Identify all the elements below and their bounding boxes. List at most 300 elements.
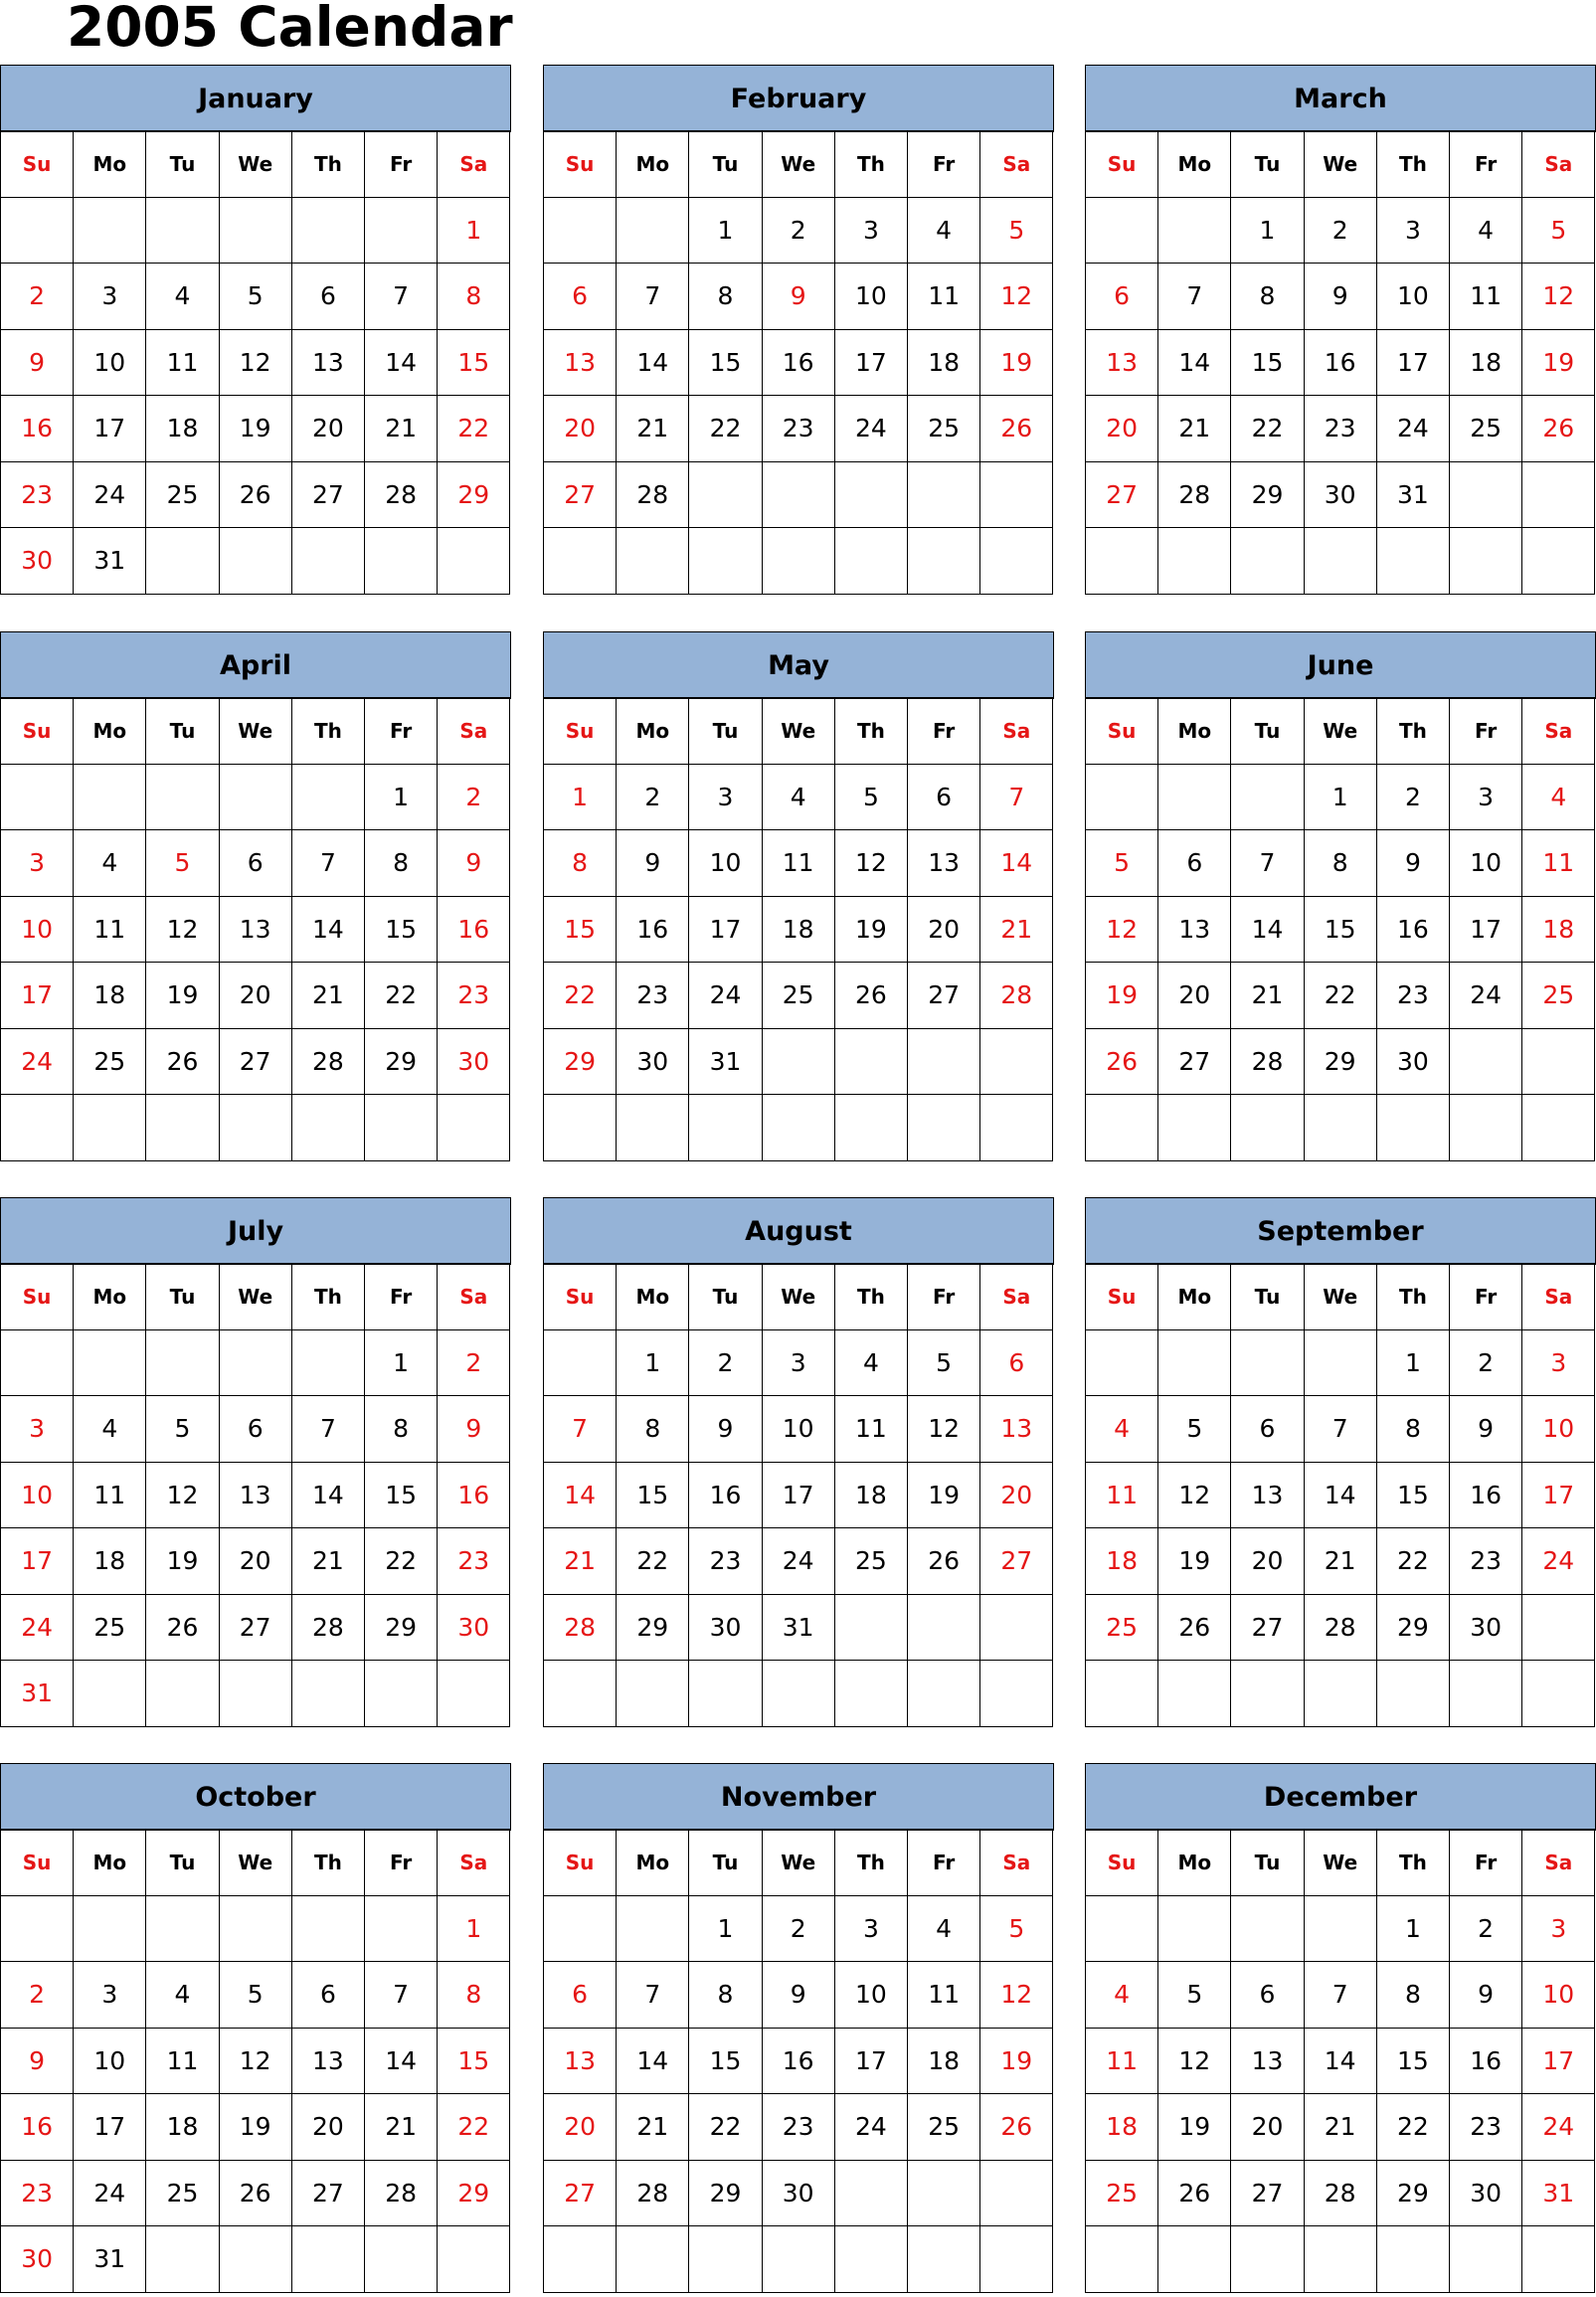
day-cell: 16 [0, 2093, 74, 2161]
empty-day-cell [979, 2160, 1053, 2227]
day-cell: 29 [437, 2160, 510, 2227]
day-cell: 11 [145, 329, 219, 397]
day-cell: 18 [73, 962, 146, 1029]
day-cell: 5 [979, 1895, 1053, 1963]
weekday-label-fr: Fr [1449, 130, 1522, 198]
weekday-label-mo: Mo [1157, 697, 1231, 765]
day-cell: 8 [437, 1961, 510, 2029]
day-cell: 9 [616, 829, 689, 897]
day-cell: 4 [73, 1395, 146, 1463]
day-cell: 23 [1304, 395, 1377, 462]
day-cell: 18 [145, 2093, 219, 2161]
page-title: 2005 Calendar [67, 0, 513, 59]
empty-day-cell [1449, 1094, 1522, 1161]
weekday-label-fr: Fr [364, 1829, 438, 1896]
empty-day-cell [1157, 197, 1231, 265]
day-cell: 23 [0, 461, 74, 529]
day-cell: 5 [1085, 829, 1158, 897]
empty-day-cell [73, 1094, 146, 1161]
day-cell: 22 [364, 962, 438, 1029]
empty-day-cell [616, 1094, 689, 1161]
empty-day-cell [219, 1660, 292, 1727]
empty-day-cell [907, 461, 980, 529]
day-cell: 5 [1157, 1961, 1231, 2029]
weekday-label-su: Su [543, 1263, 617, 1330]
day-cell: 14 [364, 329, 438, 397]
day-cell: 20 [291, 2093, 365, 2161]
empty-day-cell [543, 527, 617, 595]
day-cell: 5 [219, 1961, 292, 2029]
empty-day-cell [1449, 1660, 1522, 1727]
day-cell: 8 [688, 263, 762, 330]
weekday-label-fr: Fr [1449, 697, 1522, 765]
empty-day-cell [907, 527, 980, 595]
empty-day-cell [762, 527, 835, 595]
day-cell: 1 [364, 1329, 438, 1397]
weekday-label-th: Th [291, 1263, 365, 1330]
day-cell: 31 [73, 2225, 146, 2293]
empty-day-cell [291, 764, 365, 831]
day-cell: 13 [291, 2028, 365, 2095]
empty-day-cell [1521, 1094, 1595, 1161]
weekday-label-sa: Sa [1521, 1829, 1595, 1896]
day-cell: 19 [979, 329, 1053, 397]
day-cell: 3 [762, 1329, 835, 1397]
empty-day-cell [0, 1895, 74, 1963]
day-cell: 20 [219, 962, 292, 1029]
weekday-label-mo: Mo [1157, 1829, 1231, 1896]
day-cell: 23 [1376, 962, 1450, 1029]
day-cell: 19 [1521, 329, 1595, 397]
weekday-label-fr: Fr [907, 697, 980, 765]
weekday-label-sa: Sa [979, 1263, 1053, 1330]
day-cell: 1 [688, 197, 762, 265]
day-cell: 19 [979, 2028, 1053, 2095]
day-cell: 8 [616, 1395, 689, 1463]
day-cell: 7 [364, 263, 438, 330]
weekday-label-tu: Tu [1230, 697, 1304, 765]
weekday-label-th: Th [1376, 1263, 1450, 1330]
day-cell: 7 [616, 263, 689, 330]
day-cell: 12 [219, 2028, 292, 2095]
empty-day-cell [219, 1094, 292, 1161]
day-cell: 18 [1085, 2093, 1158, 2161]
empty-day-cell [364, 197, 438, 265]
day-cell: 22 [364, 1527, 438, 1595]
day-cell: 25 [907, 2093, 980, 2161]
empty-day-cell [145, 1094, 219, 1161]
empty-day-cell [73, 764, 146, 831]
weekday-label-tu: Tu [1230, 1263, 1304, 1330]
day-cell: 6 [543, 1961, 617, 2029]
day-cell: 22 [437, 2093, 510, 2161]
day-cell: 12 [1157, 2028, 1231, 2095]
day-cell: 26 [219, 461, 292, 529]
weekday-label-mo: Mo [73, 1263, 146, 1330]
day-cell: 17 [1449, 896, 1522, 964]
day-cell: 2 [616, 764, 689, 831]
weekday-label-we: We [1304, 1263, 1377, 1330]
empty-day-cell [907, 2225, 980, 2293]
day-cell: 15 [1230, 329, 1304, 397]
empty-day-cell [834, 461, 908, 529]
day-cell: 26 [1085, 1028, 1158, 1096]
day-cell: 25 [145, 2160, 219, 2227]
empty-day-cell [0, 1329, 74, 1397]
day-cell: 27 [543, 2160, 617, 2227]
day-cell: 2 [688, 1329, 762, 1397]
day-cell: 22 [616, 1527, 689, 1595]
day-cell: 3 [1521, 1895, 1595, 1963]
empty-day-cell [907, 2160, 980, 2227]
day-cell: 15 [543, 896, 617, 964]
day-cell: 18 [145, 395, 219, 462]
day-cell: 18 [1449, 329, 1522, 397]
empty-day-cell [979, 1594, 1053, 1662]
day-cell: 18 [907, 2028, 980, 2095]
day-cell: 3 [1521, 1329, 1595, 1397]
day-cell: 24 [1521, 1527, 1595, 1595]
empty-day-cell [1085, 1895, 1158, 1963]
day-cell: 29 [1376, 1594, 1450, 1662]
day-cell: 28 [616, 461, 689, 529]
day-cell: 1 [1376, 1895, 1450, 1963]
day-cell: 4 [907, 1895, 980, 1963]
weekday-label-we: We [762, 697, 835, 765]
empty-day-cell [1449, 527, 1522, 595]
empty-day-cell [979, 1660, 1053, 1727]
day-cell: 4 [762, 764, 835, 831]
day-cell: 16 [437, 1462, 510, 1529]
day-cell: 26 [907, 1527, 980, 1595]
empty-day-cell [291, 2225, 365, 2293]
day-cell: 22 [1230, 395, 1304, 462]
day-cell: 4 [907, 197, 980, 265]
day-cell: 15 [437, 2028, 510, 2095]
day-cell: 2 [437, 764, 510, 831]
day-cell: 12 [979, 1961, 1053, 2029]
day-cell: 16 [762, 2028, 835, 2095]
day-cell: 16 [1376, 896, 1450, 964]
weekday-label-we: We [1304, 130, 1377, 198]
day-cell: 18 [1521, 896, 1595, 964]
day-cell: 16 [1449, 1462, 1522, 1529]
day-cell: 29 [364, 1028, 438, 1096]
day-cell: 3 [688, 764, 762, 831]
day-cell: 5 [1521, 197, 1595, 265]
day-cell: 23 [1449, 1527, 1522, 1595]
empty-day-cell [979, 1028, 1053, 1096]
day-cell: 16 [1304, 329, 1377, 397]
day-cell: 26 [145, 1028, 219, 1096]
day-cell: 20 [219, 1527, 292, 1595]
empty-day-cell [834, 2225, 908, 2293]
day-cell: 29 [543, 1028, 617, 1096]
day-cell: 14 [1304, 1462, 1377, 1529]
day-cell: 6 [1085, 263, 1158, 330]
day-cell: 30 [1449, 2160, 1522, 2227]
day-cell: 12 [979, 263, 1053, 330]
weekday-label-tu: Tu [1230, 130, 1304, 198]
day-cell: 17 [0, 962, 74, 1029]
day-cell: 11 [1521, 829, 1595, 897]
weekday-label-we: We [1304, 697, 1377, 765]
weekday-label-tu: Tu [688, 1829, 762, 1896]
weekday-label-mo: Mo [616, 1829, 689, 1896]
day-cell: 21 [1230, 962, 1304, 1029]
day-cell: 16 [437, 896, 510, 964]
day-cell: 6 [219, 1395, 292, 1463]
day-cell: 24 [834, 395, 908, 462]
day-cell: 23 [688, 1527, 762, 1595]
day-cell: 23 [762, 395, 835, 462]
day-cell: 13 [291, 329, 365, 397]
weekday-label-mo: Mo [73, 130, 146, 198]
day-cell: 27 [979, 1527, 1053, 1595]
weekday-label-fr: Fr [364, 697, 438, 765]
day-cell: 30 [1376, 1028, 1450, 1096]
day-cell: 7 [291, 829, 365, 897]
day-cell: 3 [1449, 764, 1522, 831]
weekday-label-mo: Mo [73, 1829, 146, 1896]
weekday-label-th: Th [1376, 1829, 1450, 1896]
empty-day-cell [145, 2225, 219, 2293]
day-cell: 11 [1449, 263, 1522, 330]
day-cell: 1 [1230, 197, 1304, 265]
empty-day-cell [219, 1895, 292, 1963]
day-cell: 6 [543, 263, 617, 330]
day-cell: 9 [437, 1395, 510, 1463]
day-cell: 27 [291, 2160, 365, 2227]
empty-day-cell [762, 1028, 835, 1096]
day-cell: 3 [1376, 197, 1450, 265]
empty-day-cell [219, 1329, 292, 1397]
weekday-label-fr: Fr [364, 1263, 438, 1330]
weekday-label-sa: Sa [1521, 1263, 1595, 1330]
empty-day-cell [145, 764, 219, 831]
empty-day-cell [1230, 1329, 1304, 1397]
day-cell: 2 [1449, 1329, 1522, 1397]
empty-day-cell [0, 764, 74, 831]
day-cell: 30 [688, 1594, 762, 1662]
day-cell: 17 [1376, 329, 1450, 397]
day-cell: 27 [219, 1028, 292, 1096]
empty-day-cell [145, 527, 219, 595]
day-cell: 15 [688, 329, 762, 397]
empty-day-cell [219, 2225, 292, 2293]
day-cell: 9 [0, 329, 74, 397]
weekday-label-sa: Sa [437, 1829, 510, 1896]
weekday-label-tu: Tu [688, 697, 762, 765]
day-cell: 19 [219, 2093, 292, 2161]
day-cell: 27 [1230, 1594, 1304, 1662]
empty-day-cell [762, 1660, 835, 1727]
day-cell: 11 [1085, 2028, 1158, 2095]
weekday-label-su: Su [1085, 697, 1158, 765]
weekday-label-su: Su [0, 697, 74, 765]
day-cell: 25 [1085, 2160, 1158, 2227]
empty-day-cell [1157, 527, 1231, 595]
day-cell: 22 [437, 395, 510, 462]
weekday-label-sa: Sa [437, 130, 510, 198]
day-cell: 31 [688, 1028, 762, 1096]
day-cell: 2 [1304, 197, 1377, 265]
empty-day-cell [364, 527, 438, 595]
day-cell: 28 [1230, 1028, 1304, 1096]
empty-day-cell [688, 1094, 762, 1161]
empty-day-cell [834, 1594, 908, 1662]
day-cell: 19 [1157, 2093, 1231, 2161]
day-cell: 24 [1521, 2093, 1595, 2161]
day-cell: 16 [1449, 2028, 1522, 2095]
empty-day-cell [0, 197, 74, 265]
day-cell: 22 [688, 2093, 762, 2161]
day-cell: 25 [73, 1594, 146, 1662]
day-cell: 25 [762, 962, 835, 1029]
month-january [0, 65, 511, 598]
empty-day-cell [1230, 2225, 1304, 2293]
empty-day-cell [364, 1094, 438, 1161]
weekday-label-th: Th [291, 1829, 365, 1896]
weekday-label-su: Su [1085, 130, 1158, 198]
day-cell: 9 [762, 1961, 835, 2029]
day-cell: 9 [1449, 1961, 1522, 2029]
day-cell: 30 [0, 2225, 74, 2293]
day-cell: 7 [979, 764, 1053, 831]
empty-day-cell [762, 461, 835, 529]
day-cell: 19 [1157, 1527, 1231, 1595]
empty-day-cell [437, 1094, 510, 1161]
empty-day-cell [1085, 1094, 1158, 1161]
empty-day-cell [543, 1660, 617, 1727]
day-cell: 3 [0, 1395, 74, 1463]
weekday-label-fr: Fr [1449, 1263, 1522, 1330]
day-cell: 18 [907, 329, 980, 397]
day-cell: 28 [1304, 2160, 1377, 2227]
empty-day-cell [219, 197, 292, 265]
day-cell: 29 [437, 461, 510, 529]
day-cell: 31 [1521, 2160, 1595, 2227]
day-cell: 20 [907, 896, 980, 964]
empty-day-cell [543, 197, 617, 265]
empty-day-cell [1376, 1660, 1450, 1727]
day-cell: 5 [979, 197, 1053, 265]
day-cell: 15 [364, 1462, 438, 1529]
day-cell: 12 [145, 896, 219, 964]
day-cell: 30 [1304, 461, 1377, 529]
weekday-label-mo: Mo [616, 1263, 689, 1330]
day-cell: 7 [543, 1395, 617, 1463]
month-april [0, 631, 511, 1164]
day-cell: 29 [1230, 461, 1304, 529]
day-cell: 6 [291, 1961, 365, 2029]
day-cell: 9 [1304, 263, 1377, 330]
month-may [543, 631, 1054, 1164]
day-cell: 7 [1157, 263, 1231, 330]
empty-day-cell [979, 1094, 1053, 1161]
day-cell: 17 [762, 1462, 835, 1529]
day-cell: 26 [979, 2093, 1053, 2161]
empty-day-cell [437, 2225, 510, 2293]
empty-day-cell [907, 1594, 980, 1662]
weekday-label-tu: Tu [145, 1829, 219, 1896]
day-cell: 11 [907, 1961, 980, 2029]
weekday-label-tu: Tu [688, 1263, 762, 1330]
empty-day-cell [1157, 1094, 1231, 1161]
day-cell: 21 [979, 896, 1053, 964]
day-cell: 6 [1230, 1395, 1304, 1463]
empty-day-cell [1521, 527, 1595, 595]
day-cell: 26 [219, 2160, 292, 2227]
month-november [543, 1763, 1054, 2296]
weekday-label-we: We [1304, 1829, 1377, 1896]
weekday-label-mo: Mo [73, 697, 146, 765]
day-cell: 12 [1521, 263, 1595, 330]
day-cell: 9 [762, 263, 835, 330]
day-cell: 24 [73, 461, 146, 529]
day-cell: 23 [0, 2160, 74, 2227]
empty-day-cell [291, 1660, 365, 1727]
empty-day-cell [1521, 2225, 1595, 2293]
empty-day-cell [616, 1895, 689, 1963]
day-cell: 24 [762, 1527, 835, 1595]
day-cell: 26 [979, 395, 1053, 462]
day-cell: 18 [73, 1527, 146, 1595]
day-cell: 20 [543, 395, 617, 462]
empty-day-cell [1521, 1028, 1595, 1096]
day-cell: 8 [1376, 1395, 1450, 1463]
empty-day-cell [907, 1094, 980, 1161]
month-december [1085, 1763, 1596, 2296]
day-cell: 17 [0, 1527, 74, 1595]
day-cell: 21 [364, 2093, 438, 2161]
day-cell: 16 [688, 1462, 762, 1529]
empty-day-cell [145, 1329, 219, 1397]
month-october [0, 1763, 511, 2296]
day-cell: 22 [1376, 1527, 1450, 1595]
weekday-label-mo: Mo [616, 697, 689, 765]
empty-day-cell [1230, 1660, 1304, 1727]
weekday-label-su: Su [0, 1263, 74, 1330]
day-cell: 1 [543, 764, 617, 831]
day-cell: 13 [543, 329, 617, 397]
day-cell: 20 [1230, 2093, 1304, 2161]
day-cell: 11 [1085, 1462, 1158, 1529]
empty-day-cell [979, 2225, 1053, 2293]
empty-day-cell [73, 1660, 146, 1727]
day-cell: 25 [145, 461, 219, 529]
day-cell: 28 [979, 962, 1053, 1029]
empty-day-cell [1304, 1895, 1377, 1963]
day-cell: 12 [907, 1395, 980, 1463]
day-cell: 7 [364, 1961, 438, 2029]
day-cell: 6 [1230, 1961, 1304, 2029]
empty-day-cell [73, 1895, 146, 1963]
weekday-label-sa: Sa [1521, 130, 1595, 198]
empty-day-cell [834, 527, 908, 595]
day-cell: 18 [1085, 1527, 1158, 1595]
empty-day-cell [616, 197, 689, 265]
day-cell: 2 [1376, 764, 1450, 831]
empty-day-cell [979, 461, 1053, 529]
empty-day-cell [1230, 1094, 1304, 1161]
empty-day-cell [1376, 1094, 1450, 1161]
day-cell: 22 [1304, 962, 1377, 1029]
day-cell: 27 [219, 1594, 292, 1662]
empty-day-cell [1085, 2225, 1158, 2293]
empty-day-cell [1304, 2225, 1377, 2293]
day-cell: 28 [543, 1594, 617, 1662]
